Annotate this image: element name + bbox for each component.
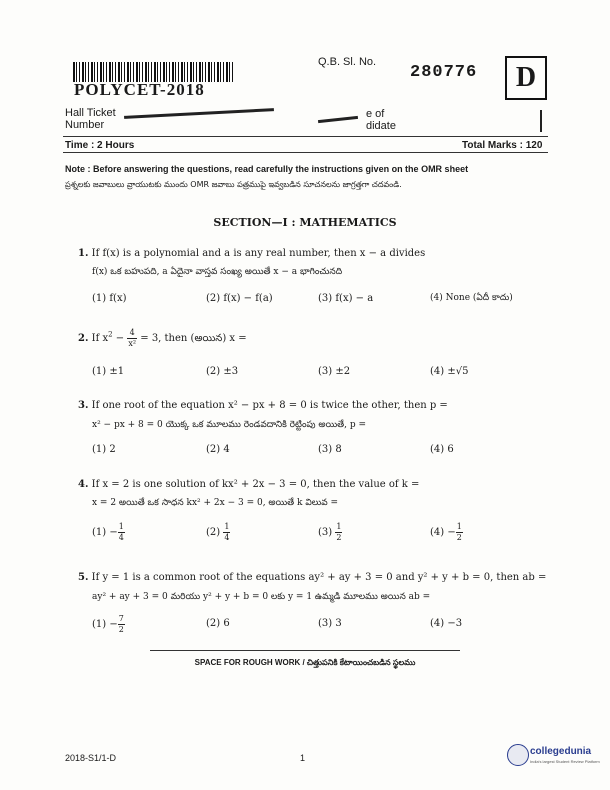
question-5 xyxy=(78,572,546,583)
question-number: 1. xyxy=(78,248,89,259)
divider xyxy=(63,152,548,153)
question-1-telugu: f(x) ఒక బహుపది, a ఏదైనా వాస్తవ సంఖ్య అయితే x − a భాగించునది xyxy=(92,267,343,277)
question-1 xyxy=(78,248,425,259)
divider xyxy=(150,650,460,651)
option-4: (4) −3 xyxy=(430,618,463,629)
option-2: (2) ±3 xyxy=(206,366,239,377)
question-number: 3. xyxy=(78,400,89,411)
option-3: (3) 8 xyxy=(318,444,342,455)
option-1: (1) f(x) xyxy=(92,293,127,304)
option-3: (3) 3 xyxy=(318,618,342,629)
footer-code: 2018-S1/1-D xyxy=(65,753,117,763)
question-2: 2. If $x^2$ − $\frac{4}{\text{x²}}$ = 3, then (అయిన) x = xyxy=(78,328,247,348)
option-1: (1) − $\frac{7}{2}$ xyxy=(92,614,124,634)
option-1: (1) ±1 xyxy=(92,366,125,377)
qb-serial-label: Q.B. Sl. No. xyxy=(318,56,377,68)
hall-ticket-label xyxy=(65,107,116,131)
option-4: (4) None (ఏదీ కాదు) xyxy=(430,293,513,303)
option-4: (4) ±√5 xyxy=(430,366,469,377)
exponent: 2 xyxy=(108,330,113,339)
question-text: If one root of the equation x² − px + 8 = 0 is twice the other, then p = xyxy=(91,400,448,411)
pen-mark xyxy=(540,110,542,132)
candidate-label xyxy=(366,108,396,132)
question-5-telugu: ay² + ay + 3 = 0 మరియు y² + y + b = 0 లకు y = 1 ఉమ్మడి మూలము అయిన ab = xyxy=(92,592,431,602)
question-number: 4. xyxy=(78,479,89,490)
hall-ticket-line2: Number xyxy=(65,119,105,131)
note-english: Note : Before answering the questions, read carefully the instructions given on the OMR sheet xyxy=(65,164,469,174)
redaction-mark xyxy=(124,108,274,119)
fraction: $\frac{4}{\text{x²}}$ xyxy=(128,328,137,348)
exam-title: POLYCET-2018 xyxy=(74,80,205,99)
option-3: (3) ±2 xyxy=(318,366,351,377)
option-3: (3) f(x) − a xyxy=(318,293,374,304)
question-text: If x = 2 is one solution of kx² + 2x − 3 = 0, then the value of k = xyxy=(91,479,420,490)
question-3 xyxy=(78,400,448,411)
question-number: 5. xyxy=(78,572,89,583)
divider xyxy=(63,136,548,137)
option-2: (2) $\frac{1}{4}$ xyxy=(206,522,230,542)
option-2: (2) f(x) − f(a) xyxy=(206,293,273,304)
option-4: (4) 6 xyxy=(430,444,454,455)
question-text: If y = 1 is a common root of the equations ay² + ay + 3 = 0 and y² + y + b = 0, then ab = xyxy=(91,572,547,583)
option-1: (1) − $\frac{1}{4}$ xyxy=(92,522,124,542)
question-4-telugu: x = 2 అయితే ఒక సాధన kx² + 2x − 3 = 0, అయితే k విలువ = xyxy=(92,498,339,508)
time-label: Time : 2 Hours xyxy=(65,140,135,151)
barcode xyxy=(73,62,233,82)
hall-ticket-line1: Hall Ticket xyxy=(65,107,116,119)
page-number: 1 xyxy=(300,753,306,763)
note-telugu: ప్రశ్నలకు జవాబులు వ్రాయుటకు ముందు OMR జవాబు పత్రముపై ఇవ్వబడిన సూచనలను జాగ్రత్తగా చదవండి. xyxy=(65,180,402,189)
rough-work-label: SPACE FOR ROUGH WORK / చిత్తుపనికి కేటాయించబడిన స్థలము xyxy=(194,658,416,667)
question-text: If f(x) is a polynomial and a is any real number, then x − a divides xyxy=(91,248,426,259)
candidate-line1: e of xyxy=(366,108,385,120)
qb-serial-number: 280776 xyxy=(410,63,478,82)
option-2: (2) 6 xyxy=(206,618,230,629)
question-4 xyxy=(78,479,419,490)
candidate-line2: didate xyxy=(366,120,396,132)
redaction-mark xyxy=(318,116,358,123)
question-text: If x xyxy=(91,333,109,344)
option-2: (2) 4 xyxy=(206,444,230,455)
option-3: (3) $\frac{1}{2}$ xyxy=(318,522,342,542)
option-4: (4) − $\frac{1}{2}$ xyxy=(430,522,462,542)
total-marks-label: Total Marks : 120 xyxy=(462,140,543,151)
collegedunia-logo-text: collegedunia xyxy=(530,746,592,757)
question-3-telugu: x² − px + 8 = 0 యొక్క ఒక మూలము రెండవదానికి రెట్టింపు అయితే, p = xyxy=(92,420,367,430)
collegedunia-logo-icon xyxy=(507,744,529,766)
section-title: SECTION—I : MATHEMATICS xyxy=(213,216,397,229)
question-number: 2. xyxy=(78,333,89,344)
question-text: = 3, then (అయిన) x = xyxy=(140,333,247,344)
collegedunia-tagline: India's largest Student Review Platform xyxy=(530,759,600,764)
option-1: (1) 2 xyxy=(92,444,116,455)
series-box: D xyxy=(505,56,547,100)
